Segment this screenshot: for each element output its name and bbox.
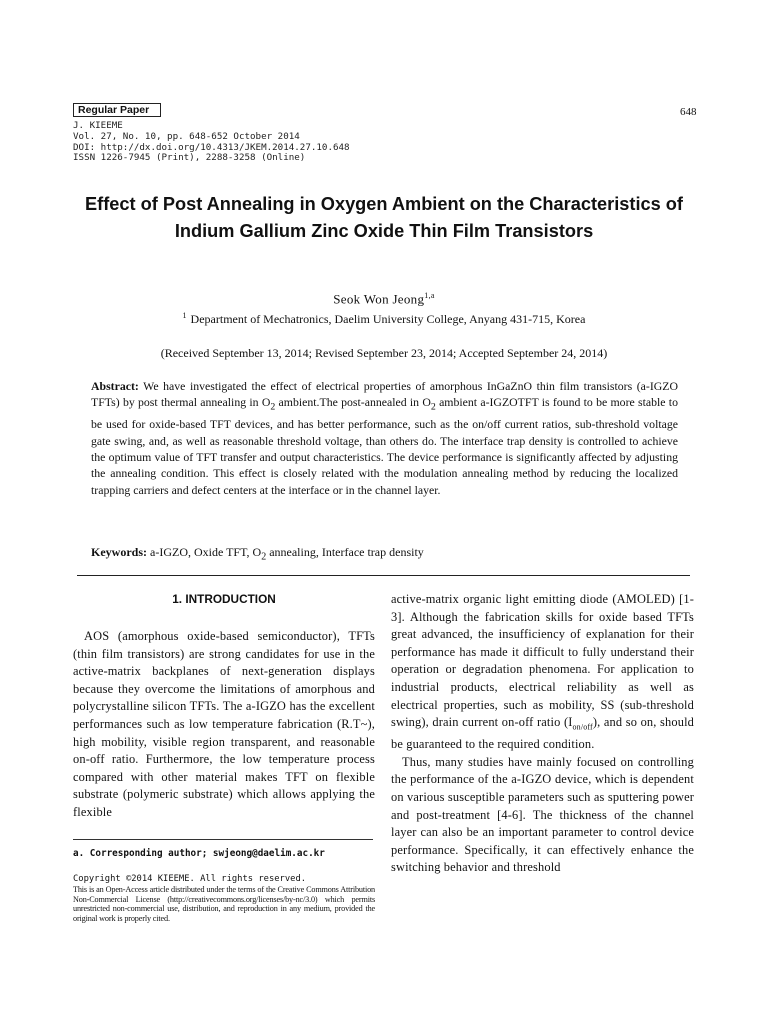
copyright-line: Copyright ©2014 KIEEME. All rights reserved.	[73, 874, 307, 884]
paper-title: Effect of Post Annealing in Oxygen Ambient on the Characteristics of Indium Gallium Zinc Oxide Thin Film Transistors	[85, 194, 683, 241]
copyright-notice	[73, 875, 375, 923]
intro-paragraph-1-continued-b: ), and so on, should be guaranteed to the required condition.	[391, 715, 695, 752]
section-divider	[77, 575, 690, 576]
section-heading-introduction: 1. INTRODUCTION	[172, 592, 276, 606]
keywords	[91, 545, 678, 562]
keywords-label: Keywords:	[91, 545, 147, 559]
journal-volume: Vol. 27, No. 10, pp. 648-652 October 2014	[73, 130, 300, 142]
affiliation-text: Department of Mechatronics, Daelim University College, Anyang 431-715, Korea	[190, 312, 586, 326]
keywords-text-1: a-IGZO, Oxide TFT, O	[147, 545, 262, 559]
abstract-label: Abstract:	[91, 379, 139, 393]
intro-paragraph-2: Thus, many studies have mainly focused on controlling the performance of the a-IGZO device, which is dependent on various susceptible parameters such as sputtering power and post-treatment [4-6]. The thickness of the channel layer can also be an important parameter to control device performance. Specifically, it can effectively enhance the switching behavior and threshold	[391, 754, 694, 875]
right-column	[391, 591, 694, 877]
journal-issn: ISSN 1226-7945 (Print), 2288-3258 (Online)	[73, 152, 306, 164]
intro-paragraph-1: AOS (amorphous oxide-based semiconductor), TFTs (thin film transistors) are strong candidates for use in the active-matrix backplanes of next-generation displays because they overcome the limitations of amorphous and polycrystalline silicon TFTs. The a-IGZO has the excellent performances such as low temperature fabrication (R.T~), high mobility, visible region transparent, and reasonable on-off ratio. Furthermore, the low temperature process compared with other material makes TFT on flexible substrate (polymeric substrate) which allows applying the flexible	[73, 629, 375, 819]
abstract-subscript-1: 2	[270, 401, 276, 413]
keywords-subscript: 2	[261, 551, 267, 563]
journal-name: J. KIEEME	[73, 120, 123, 131]
abstract-text-1: We have investigated the effect of electrical properties of amorphous InGaZnO thin film transistors (a-IGZO TFTs) by post thermal annealing in O	[91, 379, 678, 410]
corresponding-author: a. Corresponding author; swjeong@daelim.ac.kr	[73, 848, 325, 859]
journal-doi[interactable]: DOI: http://dx.doi.org/10.4313/JKEM.2014.27.10.648	[73, 141, 350, 153]
left-column	[73, 628, 375, 822]
submission-dates: (Received September 13, 2014; Revised September 23, 2014; Accepted September 24, 2014)	[160, 346, 608, 360]
footnote-divider	[73, 839, 373, 840]
page-number: 648	[680, 106, 697, 118]
author-line	[80, 291, 688, 307]
abstract-text-3: ambient a-IGZOTFT is found to be more stable to be used for oxide-based TFT devices, and has better performance, such as the on/off current ratios, sub-threshold voltage gate swing, and, as well as reasonable threshold voltage, than others do. The interface trap density is controlled to achieve the optimum value of TFT transfer and output characteristics. The device performance is significantly affected by adjusting the annealing condition. This effect is closely related with the modulation annealing method by reducing the localized trapping carriers and defect centers at the interface or in the channel layer.	[91, 395, 678, 497]
author-name: Seok Won Jeong	[333, 291, 425, 307]
current-ratio-subscript: on/off	[572, 722, 593, 732]
abstract-text-2: ambient.The post-annealed in O	[275, 395, 431, 410]
author-superscript: 1,a	[424, 291, 435, 300]
journal-metadata	[73, 121, 350, 164]
paper-type-badge: Regular Paper	[73, 103, 161, 117]
abstract	[91, 378, 678, 498]
author-affiliation	[80, 311, 688, 327]
intro-paragraph-1-continued	[391, 591, 694, 754]
keywords-text-2: annealing, Interface trap density	[266, 545, 424, 559]
abstract-subscript-2: 2	[430, 401, 436, 413]
intro-paragraph-1-continued-a: active-matrix organic light emitting diode (AMOLED) [1-3]. Although the fabrication skills for oxide based TFTs great advanced, the insufficiency of explanation for their performance has made it difficult to fully understand their operation or degradation phenomena. For application to industrial products, electrical reliability as well as electrical properties, such as mobility, SS (sub-threshold swing), drain current on-off ratio (I	[391, 592, 694, 730]
affiliation-marker: 1	[182, 311, 187, 320]
license-text: This is an Open-Access article distributed under the terms of the Creative Commons Attribution Non-Commercial License (http://creativecommons.org/licenses/by-nc/3.0) which permits unrestricted non-commercial use, distribution, and reproduction in any medium, provided the original work is properly cited.	[73, 885, 375, 923]
